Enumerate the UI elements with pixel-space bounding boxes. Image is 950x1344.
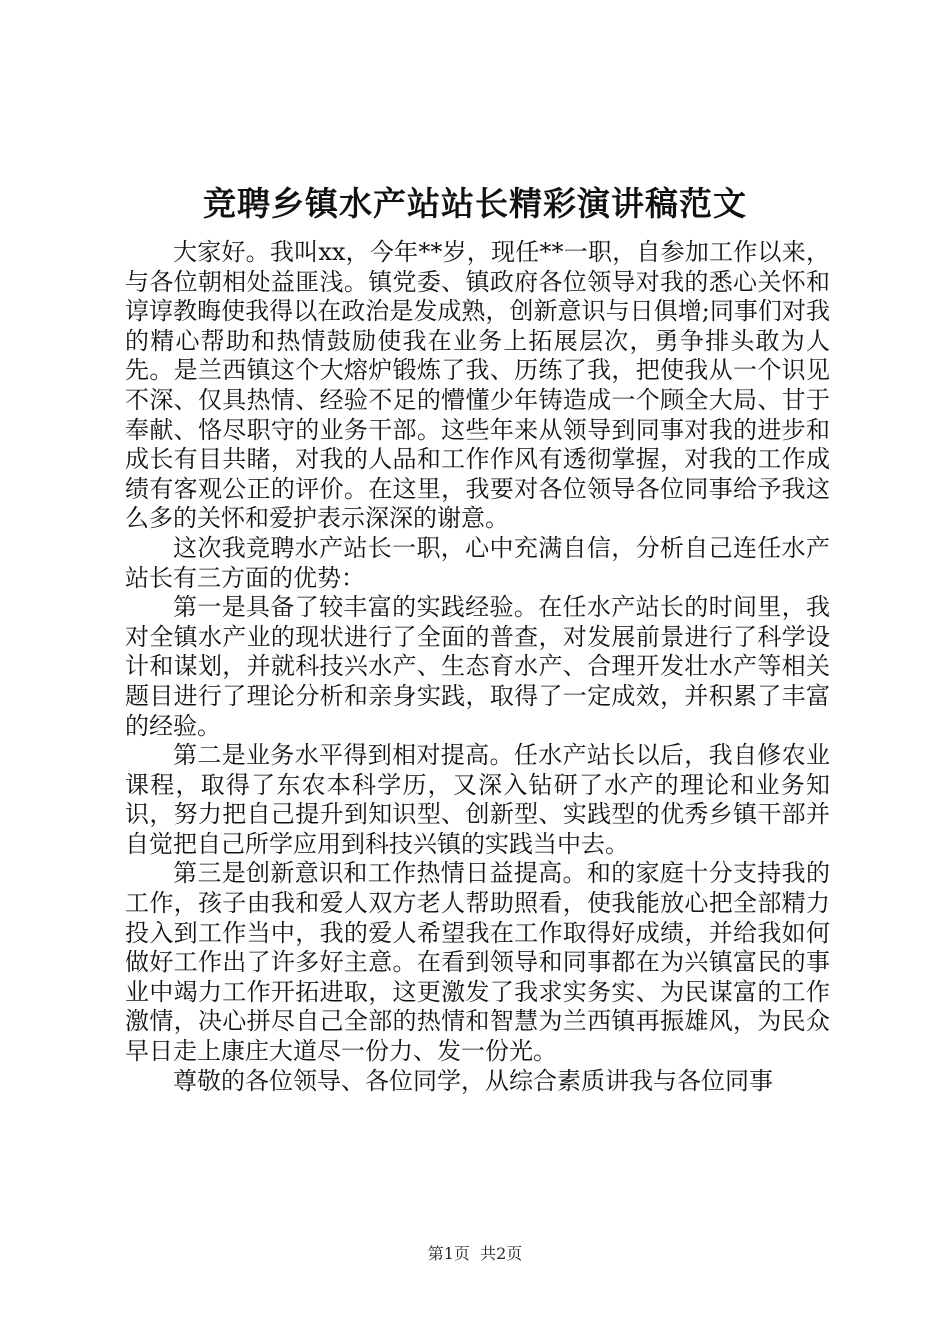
paragraph-advantage-2: 第二是业务水平得到相对提高。任水产站长以后，我自修农业课程，取得了东农本科学历，又深入钻研了水产的理论和业务知识，努力把自己提升到知识型、创新型、实践型的优秀乡镇干部并自觉把自己所学应用到科技兴镇的实践当中去。 [125, 741, 830, 858]
paragraph-advantages-lead: 这次我竞聘水产站长一职，心中充满自信，分析自己连任水产站长有三方面的优势： [125, 533, 830, 592]
paragraph-advantage-3: 第三是创新意识和工作热情日益提高。和的家庭十分支持我的工作，孩子由我和爱人双方老人帮助照看，使我能放心把全部精力投入到工作当中，我的爱人希望我在工作取得好成绩，并给我如何做好工作出了许多好主意。在看到领导和同事都在为兴镇富民的事业中竭力工作开拓进取，这更激发了我求实务实、为民谋富的工作激情，决心拼尽自己全部的热情和智慧为兰西镇再振雄风，为民众早日走上康庄大道尽一份力、发一份光。 [125, 859, 830, 1066]
page-footer [0, 1243, 950, 1265]
paragraph-advantage-1: 第一是具备了较丰富的实践经验。在任水产站长的时间里，我对全镇水产业的现状进行了全面的普查，对发展前景进行了科学设计和谋划，并就科技兴水产、生态育水产、合理开发壮水产等相关题目进行了理论分析和亲身实践，取得了一定成效，并积累了丰富的经验。 [125, 593, 830, 740]
paragraph-intro: 大家好。我叫xx，今年**岁，现任**一职，自参加工作以来，与各位朝相处益匪浅。镇党委、镇政府各位领导对我的悉心关怀和谆谆教晦使我得以在政治是发成熟，创新意识与日俱增;同事们对我的精心帮助和热情鼓励使我在业务上拓展层次，勇争排头敢为人先。是兰西镇这个大熔炉锻炼了我、历练了我，把使我从一个识见不深、仅具热情、经验不足的懵懂少年铸造成一个顾全大局、甘于奉献、恪尽职守的业务干部。这些年来从领导到同事对我的进步和成长有目共睹，对我的人品和工作作风有透彻掌握，对我的工作成绩有客观公正的评价。在这里，我要对各位领导各位同事给予我这么多的关怀和爱护表示深深的谢意。 [125, 238, 830, 533]
document-title: 竞聘乡镇水产站站长精彩演讲稿范文 [203, 184, 747, 223]
paragraph-closing-start: 尊敬的各位领导、各位同学，从综合素质讲我与各位同事 [173, 1066, 773, 1095]
page-number: 第1页 [427, 1244, 470, 1263]
document-body [125, 238, 830, 1096]
page-total: 共2页 [480, 1244, 523, 1263]
footer-separator [470, 1244, 480, 1263]
